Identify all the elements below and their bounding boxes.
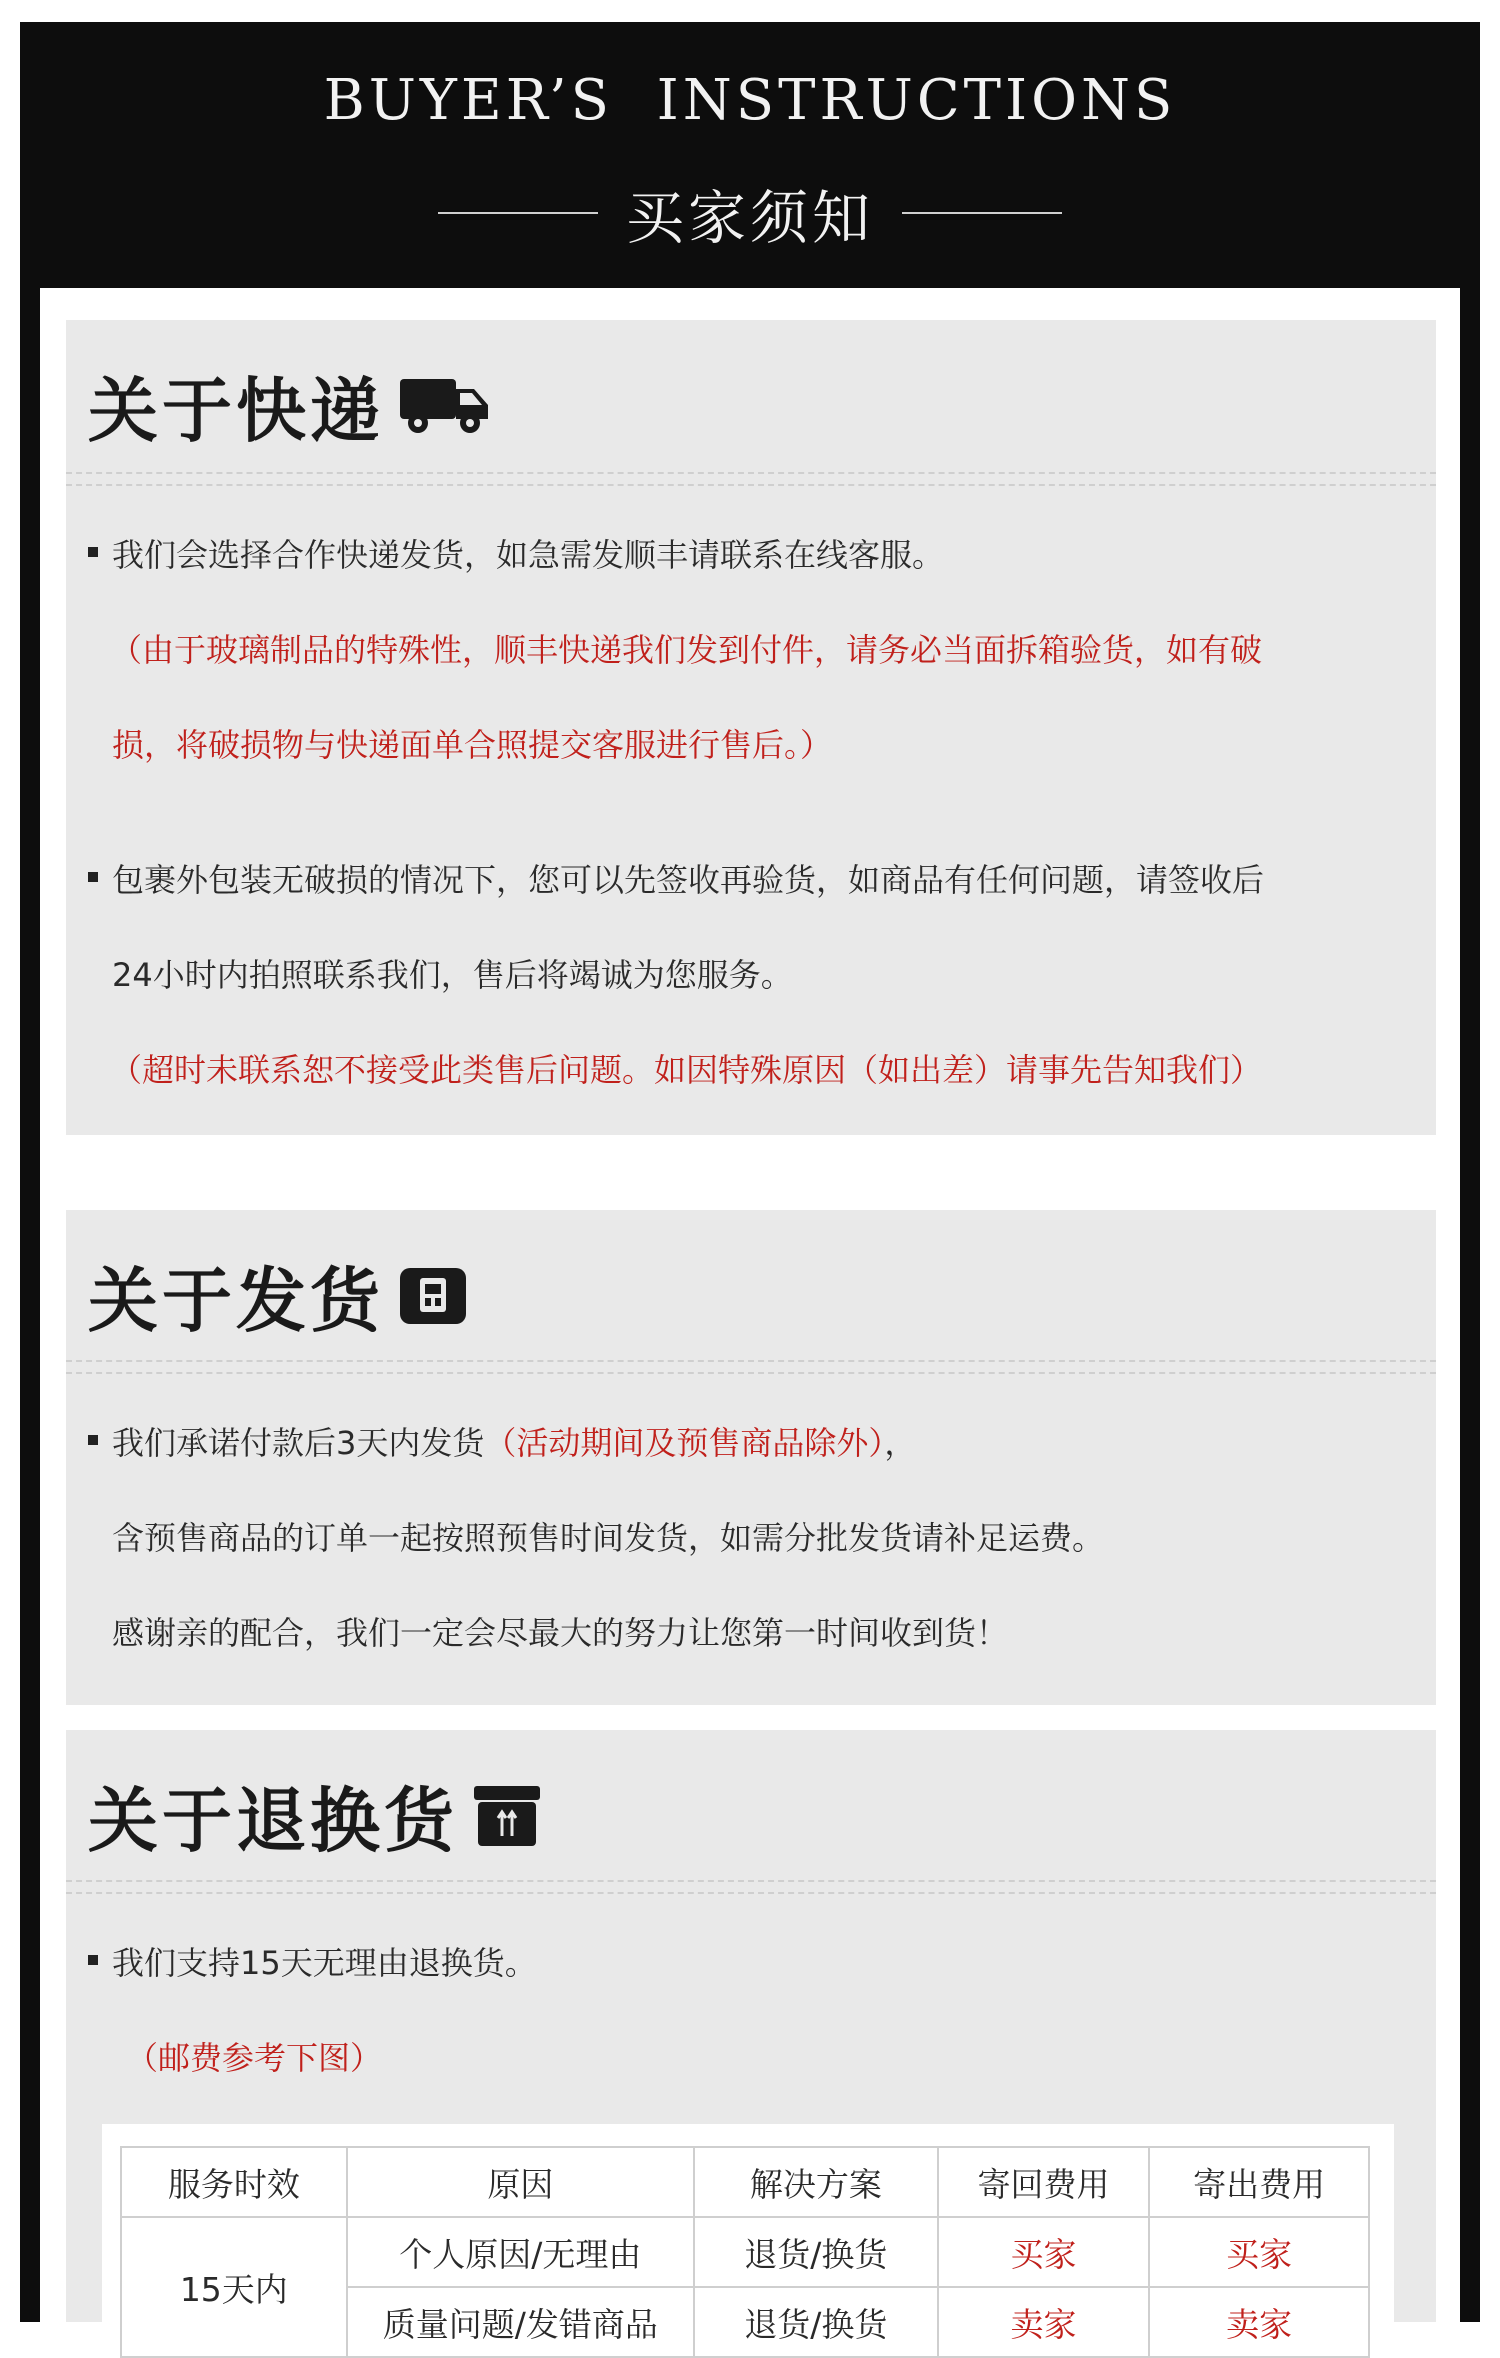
- shipping-comma: ，: [884, 1424, 917, 1462]
- return-fee-table: [120, 2146, 1370, 2358]
- package-icon: [398, 1264, 468, 1326]
- returns-line-1: 我们支持15天无理由退换货。: [112, 1944, 537, 1982]
- header-title-row: [0, 168, 1500, 258]
- table-header-cell: 解决方案: [694, 2147, 938, 2217]
- section-express-title: 关于快递: [88, 369, 384, 452]
- shipping-line-3: 感谢亲的配合，我们一定会尽最大的努力让您第一时间收到货！: [112, 1614, 1009, 1652]
- section-express-header: [88, 360, 490, 450]
- express-note-1: （由于玻璃制品的特殊性，顺丰快递我们发到付件，请务必当面拆箱验货，如有破: [110, 631, 1263, 669]
- shipping-line-1: [112, 1418, 916, 1464]
- section-shipping: [66, 1210, 1436, 1705]
- bullet-marker: [88, 872, 98, 882]
- table-cell: 个人原因/无理由: [347, 2217, 694, 2287]
- header-divider-right: [902, 212, 1062, 214]
- table-cell-service-period: 15天内: [121, 2217, 347, 2357]
- header-divider-left: [438, 212, 598, 214]
- returns-note: （邮费参考下图）: [126, 2039, 383, 2077]
- header-title-chinese: 买家须知: [625, 184, 874, 252]
- return-fee-table-panel: [102, 2124, 1394, 2344]
- table-header-row: [121, 2147, 1369, 2217]
- section-returns-header: [88, 1770, 542, 1860]
- table-cell: 买家: [938, 2217, 1150, 2287]
- table-row: [121, 2217, 1369, 2287]
- express-note-3: （超时未联系恕不接受此类售后问题。如因特殊原因（如出差）请事先告知我们）: [110, 1051, 1263, 1089]
- shipping-promise: 我们承诺付款后3天内发货: [112, 1424, 485, 1462]
- bullet-marker: [88, 1435, 98, 1445]
- express-line-3: 24小时内拍照联系我们，售后将竭诚为您服务。: [112, 956, 793, 994]
- header-title-english: BUYER’S INSTRUCTIONS: [323, 68, 1177, 133]
- section-shipping-header: [88, 1250, 468, 1340]
- box-icon: [472, 1782, 542, 1848]
- table-cell: 退货/换货: [694, 2287, 938, 2357]
- table-cell: 退货/换货: [694, 2217, 938, 2287]
- table-header-cell: 原因: [347, 2147, 694, 2217]
- section-returns-divider: [66, 1880, 1436, 1894]
- table-header-cell: 寄回费用: [938, 2147, 1150, 2217]
- table-cell: 质量问题/发错商品: [347, 2287, 694, 2357]
- table-header-cell: 服务时效: [121, 2147, 347, 2217]
- express-line-1: 我们会选择合作快递发货，如急需发顺丰请联系在线客服。: [112, 536, 945, 574]
- shipping-exception-note: （活动期间及预售商品除外）: [484, 1424, 885, 1462]
- bullet-marker: [88, 1955, 98, 1965]
- table-cell: 买家: [1149, 2217, 1369, 2287]
- express-note-2: 损，将破损物与快递面单合照提交客服进行售后。）: [112, 726, 833, 764]
- section-express: [66, 320, 1436, 1135]
- truck-icon: [398, 373, 490, 437]
- express-line-2: 包裹外包装无破损的情况下，您可以先签收再验货，如商品有任何问题，请签收后: [112, 861, 1265, 899]
- shipping-line-2: 含预售商品的订单一起按照预售时间发货，如需分批发货请补足运费。: [112, 1519, 1105, 1557]
- section-shipping-divider: [66, 1360, 1436, 1374]
- bullet-marker: [88, 547, 98, 557]
- section-express-divider: [66, 472, 1436, 486]
- table-header-cell: 寄出费用: [1149, 2147, 1369, 2217]
- section-returns-title: 关于退换货: [88, 1779, 458, 1862]
- section-shipping-title: 关于发货: [88, 1259, 384, 1342]
- table-cell: 卖家: [1149, 2287, 1369, 2357]
- table-cell: 卖家: [938, 2287, 1150, 2357]
